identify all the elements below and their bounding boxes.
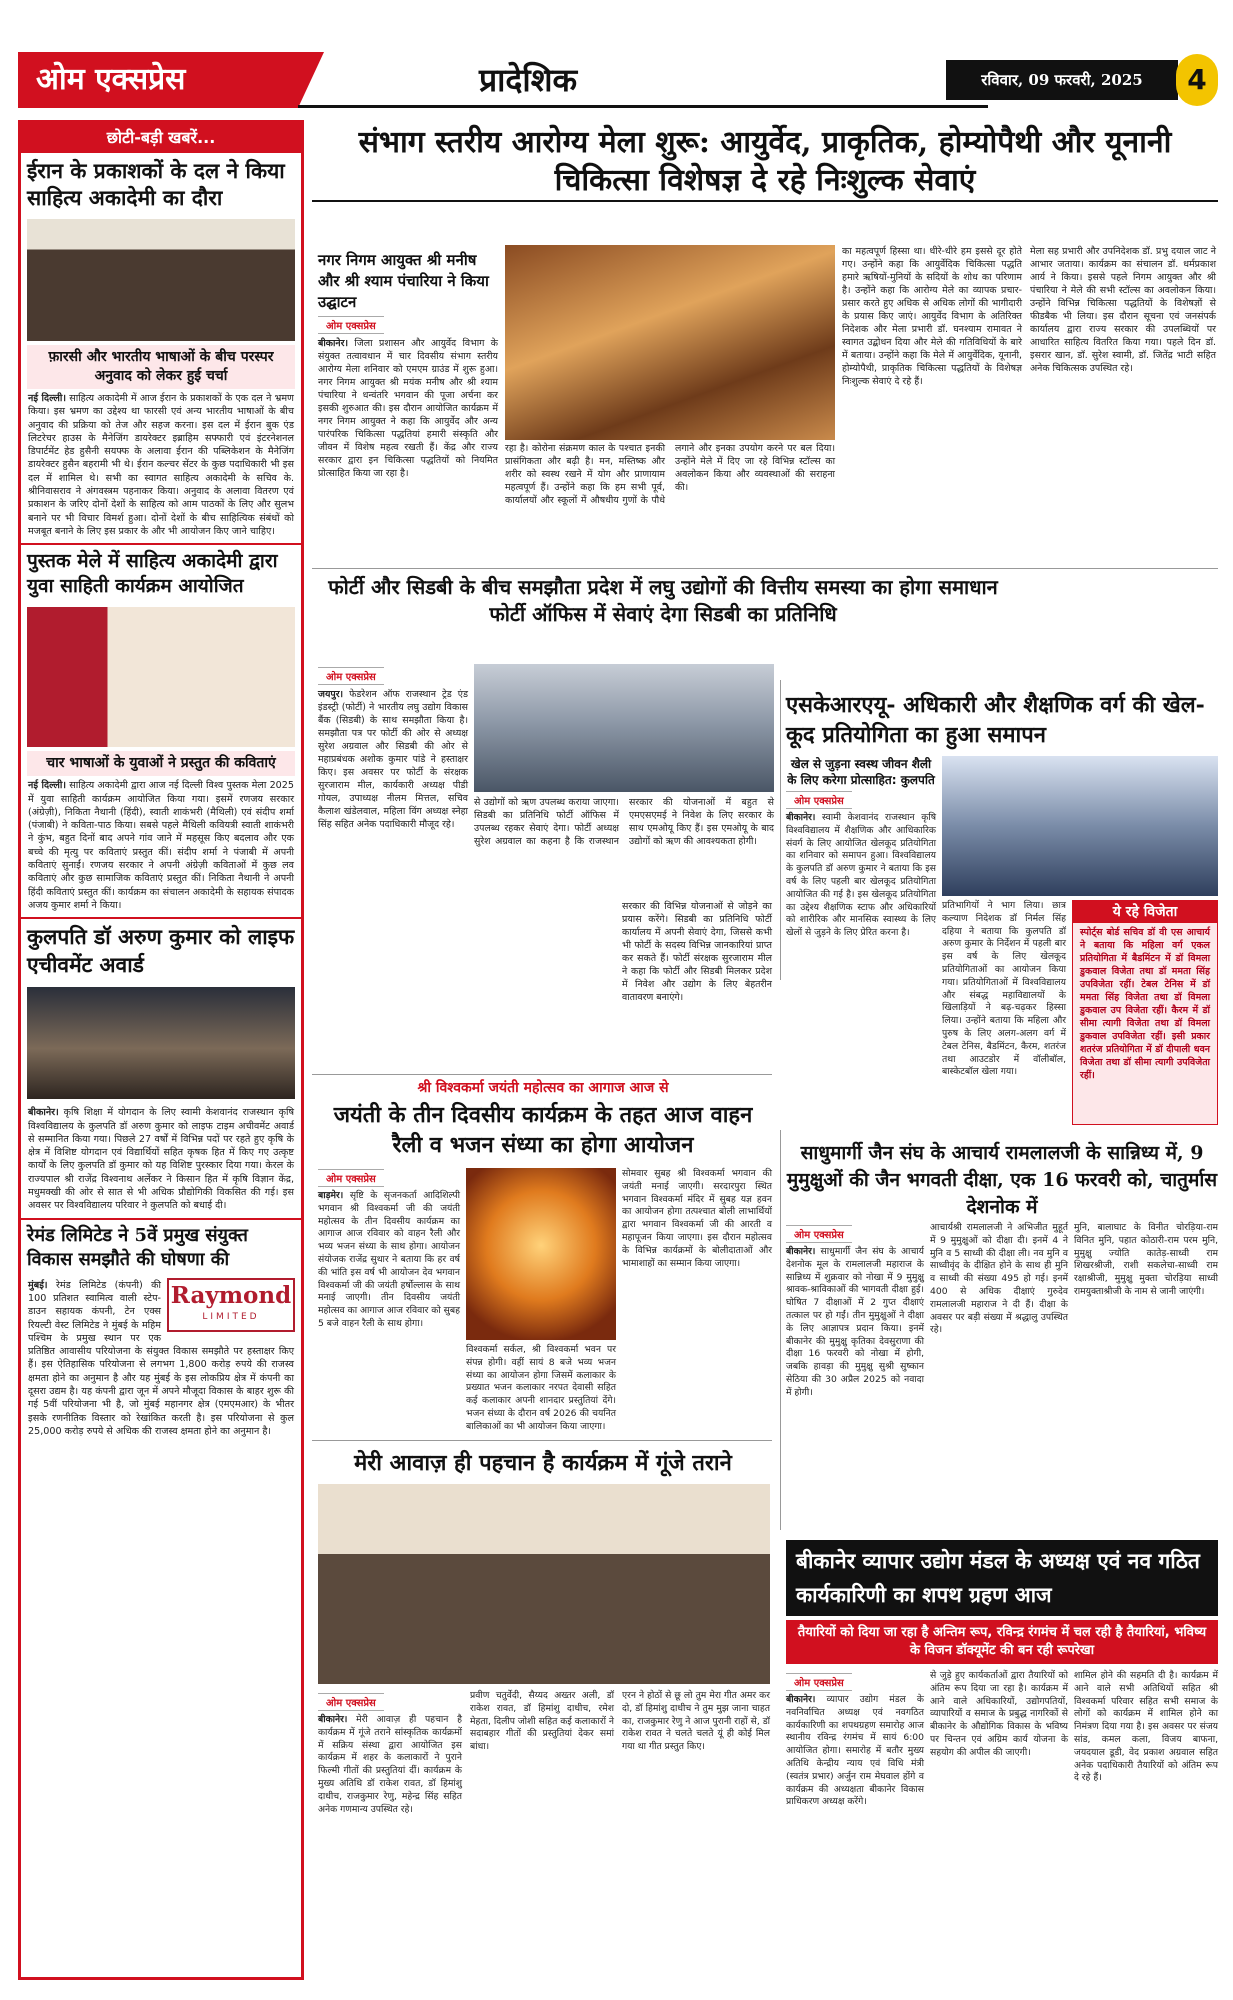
winners-box: [1072, 900, 1218, 1125]
story-body-continued: प्रवीण चतुर्वेदी, सैय्यद अख्तर अली, डॉ राकेश रावत, डॉ हिमांशु दाधीच, रमेश मेहता, दिलीप जोशी सहित कई कलाकारों ने सदाबहार गीतों की प्रस्तुतियां देकर समां बांधा।: [470, 1690, 614, 1753]
section-divider: [312, 1440, 772, 1441]
story-body-continued: मुनि, बालाघाट के विनीत चोरड़िया-राम विनित मुनि, पहात कोठारी-राम परम मुनि, मुमुक्षु ज्योति कातेड़-साध्वी राम शिखरश्रीजी, राशी सकलेचा-साध्वी राम रक्षाश्रीजी, मुमुक्षु मुक्ता चोरड़िया साध्वी रामयुक्ताश्रीजी के नाम से जानी जाएंगी।: [1074, 1222, 1218, 1297]
story-body: बीकानेर। जिला प्रशासन और आयुर्वेद विभाग के संयुक्त तत्वावधान में चार दिवसीय संभाग स्तरीय आरोग्य मेला शनिवार को एमएम ग्राउंड में शुरू हुआ। नगर निगम आयुक्त श्री मयंक मनीष और श्री श्याम पंचारिया ने धन्वंतरि भगवान की पूजा अर्चना कर इसकी शुरुआत की। इस दौरान आयोजित कार्यक्रम में नगर निगम आयुक्त ने कहा कि आयुर्वेद और अन्य पारंपरिक चिकित्सा पद्धतियां हमारी संस्कृति और जीवन में विशेष महत्व रखती हैं। केंद्र और राज्य सरकार द्वारा इन चिकित्सा पद्धतियों को नियमित प्रोत्साहित किया जा रहा है।: [318, 338, 498, 479]
skrau-headline: एसकेआरएयू- अधिकारी और शैक्षणिक वर्ग की खेल-कूद प्रतियोगिता का हुआ समापन: [786, 692, 1205, 748]
group-photo: [27, 219, 295, 341]
winners-text: स्पोर्ट्स बोर्ड सचिव डॉ वी एस आचार्य ने बताया कि महिला वर्ग एकल प्रतियोगिता में बैडमिंटन में डॉ विमला डुकवाल विजेता तथा डॉ ममता सिंह उपविजेता रहीं। टेबल टेनिस में डॉ ममता सिंह विजेता तथा डॉ विमला डुकवाल उप विजेता रहीं। कैरम में डॉ सीमा त्यागी विजेता तथा डॉ विमला डुकवाल उपविजेता रहीं। इसी प्रकार शतरंज प्रतियोगिता में डॉ दीपाली धवन विजेता तथा डॉ सीमा त्यागी उपविजेता रहीं।: [1080, 927, 1210, 1081]
story-text: कृषि शिक्षा में योगदान के लिए स्वामी केशवानंद राजस्थान कृषि विश्वविद्यालय के कुलपति डॉ अरुण कुमार को लाइफ टाइम अचीवमेंट अवार्ड से सम्मानित किया गया। पिछले 27 वर्षों में विभिन्न पदों पर रहते हुए कृषि के क्षेत्र में विशिष्ट योगदान एवं विद्यार्थियों सहित कृषक हित में किए गए उत्कृष्ट कार्यों के लिए कुलपति डॉ कुमार को यह विशिष्ट पुरस्कार दिया गया। केरल के राज्यपाल श्री राजेंद्र विश्वनाथ अर्लेकर ने किसान हित में कृषि विज्ञान केंद्र, मधुमक्खी की ओर से सात से भी अधिक प्रौद्योगिकी विकसित की गई। इस अवसर पर विश्वविद्यालय परिवार ने कुलपति को बधाई दी।: [28, 1107, 294, 1212]
brief-news-kicker: छोटी-बड़ी खबरें...: [21, 123, 301, 153]
vishwakarma-kicker: श्री विश्वकर्मा जयंती महोत्सव का आगाज आज से: [417, 1080, 669, 1096]
story-text: रेमंड लिमिटेड (कंपनी) की 100 प्रतिशत स्वामित्व वाली स्टेप-डाउन सहायक कंपनी, टेन एक्स रियल्टी वेस्ट लिमिटेड ने मुंबई के महिम पश्चिम के प्रमुख स्थान पर एक प्रतिष्ठित आवासीय परियोजना के संयुक्त विकास समझौते पर हस्ताक्षर किए हैं। इस ऐतिहासिक परियोजना से लगभग 1,800 करोड़ रुपये की राजस्व क्षमता होने का अनुमान है और यह मुंबई के इस लोकप्रिय क्षेत्र में कंपनी का दूसरा उद्यम है। यह कंपनी द्वारा जून में अपने मौजूदा विकास के बाहर शुरू की गई 5वीं परियोजना भी है, जो मुंबई महानगर क्षेत्र (एमएमआर) के भीतर इसके रणनीतिक विस्तार को रेखांकित करती है। इस परियोजना से कुल 25,000 करोड़ रुपये से अधिक की राजस्व क्षमता होने का अनुमान है।: [28, 1279, 294, 1437]
lead-rule: [312, 200, 1218, 202]
column-divider: [780, 680, 781, 980]
story-body-continued: से जुड़े हुए कार्यकर्ताओं द्वारा तैयारियों को अंतिम रूप दिया जा रहा है। कार्यक्रम में आने वाले अधिकारियों, उद्योगपतियों, व्यापारियों व समाज के प्रबुद्ध नागरिकों से बीकानेर के औद्योगिक विकास के भविष्य पर चिन्तन एवं अग्रिम कार्य योजना के सहयोग की अपील की जाएगी।: [930, 1670, 1068, 1758]
left-column: [18, 120, 304, 1980]
byline: ओम एक्सप्रेस: [786, 1673, 852, 1691]
sports-photo: [942, 756, 1218, 896]
lead-photo: [505, 245, 835, 440]
issue-date: रविवार, 09 फरवरी, 2025: [946, 60, 1178, 100]
story-headline: ईरान के प्रकाशकों के दल ने किया साहित्य अकादेमी का दौरा: [27, 158, 285, 210]
dateline: बीकानेर।: [786, 1246, 816, 1257]
byline: ओम एक्सप्रेस: [786, 791, 852, 809]
meri-headline: मेरी आवाज़ ही पहचान है कार्यक्रम में गूंजे तराने: [354, 1450, 732, 1476]
story-body-continued: शामिल होने की सहमति दी है। कार्यक्रम में आने वाले सभी अतिथियों सहित श्री विश्वकर्मा परिवार सहित सभी समाज के लोगों को कार्यक्रम में शामिल होने का निमंत्रण दिया गया है। इस अवसर पर संजय सांड, कमल कला, विजय बाफना, जयदयाल डूडी, वेद प्रकाश अग्रवाल सहित अनेक पदाधिकारी तैयारियों को अंतिम रूप दे रहे हैं।: [1074, 1670, 1218, 1784]
event-photo: [27, 607, 295, 747]
vishwakarma-intro: [318, 1166, 460, 1331]
section-divider: [312, 1074, 772, 1075]
column-divider: [780, 1130, 781, 1530]
story-lifetime-award: [21, 917, 301, 1215]
story-body: बाड़मेर। सृष्टि के सृजनकर्ता आदिशिल्पी भगवान श्री विश्वकर्मा जी की जयंती महोत्सव के तीन दिवसीय कार्यक्रम का आगाज आज रविवार को वाहन रैली और भव्य भजन संध्या के साथ होगा। आयोजन संयोजक राजेंद्र सुथार ने बताया कि हर वर्ष की भांति इस वर्ष भी आयोजन देव भगवान विश्वकर्मा जी की जयंती हर्षोल्लास के साथ मनाई जाएगी। तीन दिवसीय जयंती महोत्सव का आगाज आज रविवार को सुबह 5 बजे वाहन रैली के साथ होगा।: [318, 1190, 461, 1329]
jain-intro: [786, 1222, 924, 1400]
skrau-subhead: खेल से जुड़ना स्वस्थ जीवन शैली के लिए करेगा प्रोत्साहित: कुलपति: [787, 757, 935, 787]
story-raymond: [21, 1218, 301, 1442]
raymond-logo: Raymond LIMITED: [167, 1278, 295, 1332]
dateline: बीकानेर।: [786, 812, 816, 823]
story-body: [21, 1103, 301, 1215]
newspaper-logo: ओम एक्सप्रेस: [18, 52, 298, 108]
story-body-continued: एरन ने होठों से छू लो तुम मेरा गीत अमर कर दो, डॉ हिमांशु दाधीच ने तुम मुझ जाना चाहत का, राजकुमार रेणु ने आज पुरानी राहों से, डॉ राकेश रावत ने चलते चलते यूं ही कोई मिल गया था गीत प्रस्तुत किए।: [622, 1690, 770, 1753]
sidbi-photo: [474, 664, 774, 792]
vishwakarma-headline: जयंती के तीन दिवसीय कार्यक्रम के तहत आज वाहन रैली व भजन संध्या का होगा आयोजन: [333, 1102, 753, 1158]
story-body: बीकानेर। साधुमार्गी जैन संघ के आचार्य देशनोक मूल के रामलालजी महाराज के सान्निध्य में शुक्रवार को नोखा में 9 मुमुक्षु श्रावक-श्राविकाओं की भागवती दीक्षा हुई। घोषित 7 दीक्षाओं में 2 गुप्त दीक्षाएं तत्काल पर हो गईं। तीन मुमुक्षुओं ने दीक्षा के लिए आज्ञापत्र प्रदान किया। इनमें बीकानेर की मुमुक्षु कृतिका देवसुराणा की दीक्षा 16 फरवरी को नोखा में होगी, जबकि हावड़ा की मुमुक्षु सुश्री सुष्कान सेठिया की 30 अप्रैल 2025 को नवादा में होगी।: [786, 1246, 924, 1398]
dateline: बाड़मेर।: [318, 1190, 344, 1201]
deity-image: [466, 1168, 616, 1340]
story-body: जयपुर। फेडरेशन ऑफ राजस्थान ट्रेड एंड इंडस्ट्री (फोर्टी) ने भारतीय लघु उद्योग विकास बैंक (सिडबी) के साथ समझौता किया है। समझौता पत्र पर फोर्टी की ओर से अध्यक्ष सुरेश अग्रवाल और सिडबी की ओर से महाप्रबंधक अशोक कुमार पांडे ने हस्ताक्षर किए। इस अवसर पर फोर्टी के संरक्षक सुरजाराम मील, कार्यकारी अध्यक्ष पीडी गोयल, उपाध्यक्ष नीलम मित्तल, सचिव कैलाश खंडेलवाल, महिला विंग अध्यक्ष स्नेहा सिंह सहित अनेक पदाधिकारी मौजूद रहे।: [318, 689, 469, 830]
byline: ओम एक्सप्रेस: [318, 667, 384, 685]
dateline: नई दिल्ली।: [28, 780, 67, 792]
story-body-continued: विश्वकर्मा सर्कल, श्री विश्वकर्मा भवन पर संपन्न होगी। वहीं सायं 8 बजे भव्य भजन संध्या का आयोजन होगा जिसमें कलाकार के प्रख्यात भजन कलाकार नरपत देवासी सहित कई कलाकार अपनी शानदार प्रस्तुतियां देंगे। भजन संध्या के दौरान वर्ष 2026 की चयनित बालिकाओं का भी आयोजन किया जाएगा।: [466, 1344, 616, 1432]
story-caption: फ़ारसी और भारतीय भाषाओं के बीच परस्पर अनुवाद को लेकर हुई चर्चा: [27, 345, 295, 389]
byline: ओम एक्सप्रेस: [318, 1693, 384, 1711]
section-divider: [312, 568, 1218, 569]
masthead: [18, 52, 1218, 108]
story-caption: चार भाषाओं के युवाओं ने प्रस्तुत की कविताएं: [27, 751, 295, 776]
story-body-continued: का महत्वपूर्ण हिस्सा था। धीरे-धीरे हम इससे दूर होते गए। उन्होंने कहा कि आयुर्वेदिक चिकित्सा पद्धति हमारे ऋषियों-मुनियों के सदियों के शोध का परिणाम है। उन्होंने कहा कि आरोग्य मेले का व्यापक प्रचार-प्रसार करते हुए अधिक से अधिक लोगों की भागीदारी के प्रयास किए जाएं। आयुर्वेद विभाग के अतिरिक्त निदेशक और मेला प्रभारी डॉ. घनश्याम रामावत ने स्वागत उद्बोधन दिया और मेले की गतिविधियों के बारे में बताया। उन्होंने कहा कि मेले में आयुर्वेदिक, यूनानी, होम्योपैथी, प्राकृतिक चिकित्सा पद्धतियों के विशेषज्ञ निःशुल्क सेवाएं दे रहे हैं।: [842, 246, 1022, 387]
lead-subhead: नगर निगम आयुक्त श्री मनीष और श्री श्याम पंचारिया ने किया उद्घाटन: [318, 251, 489, 311]
event-photo: [318, 1484, 770, 1684]
dateline: नई दिल्ली।: [28, 393, 67, 404]
story-body-continued: से उद्योगों को ऋण उपलब्ध कराया जाएगा। सिडबी का प्रतिनिधि फोर्टी ऑफिस में उपलब्ध रहकर सेवाएं देगा। फोर्टी अध्यक्ष सुरेश अग्रवाल का कहना है कि राजस्थान सरकार की योजनाओं में बहुत से एमएसएमई ने निवेश के लिए सरकार के साथ एमओयू किए हैं। इस एमओयू के बाद उद्योगों को ऋण की आवश्यकता होगी।: [474, 797, 774, 847]
page-number: 4: [1176, 54, 1218, 106]
vyapar-headline: बीकानेर व्यापार उद्योग मंडल के अध्यक्ष एवं नव गठित कार्यकारिणी का शपथ ग्रहण आज: [786, 1540, 1218, 1616]
sidbi-intro: [318, 664, 468, 831]
story-body: बीकानेर। स्वामी केशवानंद राजस्थान कृषि विश्वविद्यालय में शैक्षणिक और आधिकारिक संवर्ग के लिए आयोजित खेलकूद प्रतियोगिता का शनिवार को समापन हुआ। विश्वविद्यालय के कुलपति डॉ अरुण कुमार ने बताया कि इस वर्ष के लिए पहली बार खेलकूद प्रतियोगिता आयोजित की गई है। इस खेलकूद प्रतियोगिता का उद्देश्य शैक्षणिक स्टाफ और अधिकारियों को शारीरिक और मानसिक स्वास्थ्य के लिए खेलों से जुड़ने के लिए प्रेरित करना है।: [786, 812, 937, 939]
dateline: बीकानेर।: [28, 1107, 59, 1119]
story-body: [21, 776, 301, 915]
vyapar-subhead: तैयारियों को दिया जा रहा है अन्तिम रूप, रविन्द्र रंगमंच में चल रही है तैयारियां, भविष्य के विजन डॉक्यूमेंट की बन रही रूपरेखा: [786, 1620, 1218, 1664]
sidbi-headline: फोर्टी और सिडबी के बीच समझौता प्रदेश में लघु उद्योगों की वित्तीय समस्या का होगा समाधान फोर्टी ऑफिस में सेवाएं देगा सिडबी का प्रतिनिधि: [328, 575, 998, 626]
dateline: जयपुर।: [318, 689, 344, 700]
story-body-continued: प्रतिभागियों ने भाग लिया। छात्र कल्याण निदेशक डॉ निर्मल सिंह दहिया ने बताया कि कुलपति डॉ अरुण कुमार के निर्देशन में पहली बार इस वर्ष के लिए खेलकूद प्रतियोगिताओं का आयोजन किया गया। प्रतियोगिताओं में विश्वविद्यालय और संबद्ध महाविद्यालयों के खिलाड़ियों ने बढ़-चढ़कर हिस्सा लिया। उन्होंने बताया कि महिला और पुरुष के लिए अलग-अलग वर्ग में टेबल टेनिस, बैडमिंटन, कैरम, शतरंज तथा आउटडोर में वॉलीबॉल, बास्केटबॉल खेला गया।: [942, 900, 1066, 1078]
vyapar-intro: [786, 1670, 924, 1809]
story-body: [21, 389, 301, 541]
story-headline: रेमंड लिमिटेड ने 5वें प्रमुख संयुक्त विकास समझौते की घोषणा की: [27, 1224, 248, 1270]
story-iran-publishers: [21, 153, 301, 541]
story-body-continued: सोमवार सुबह श्री विश्वकर्मा भगवान की जयंती मनाई जाएगी। सरदारपुरा स्थित भगवान विश्वकर्मा मंदिर में सुबह यज्ञ हवन का आयोजन होगा तत्पश्चात बोली लाभार्थियों द्वारा भगवान विश्वकर्मा जी की आरती व महापूजन किया जाएगा। इस दौरान महोत्सव के विभिन्न कार्यक्रमों के बोलीदाताओं और भामाशाहों का सम्मान किया जाएगा।: [622, 1168, 772, 1269]
byline: ओम एक्सप्रेस: [318, 316, 384, 334]
story-body-continued: मेला सह प्रभारी और उपनिदेशक डॉ. प्रभु दयाल जाट ने आभार जताया। कार्यक्रम का संचालन डॉ. धर्मप्रकाश आर्य ने किया। इससे पहले निगम आयुक्त और श्री पंचारिया ने मेले की सभी स्टॉल्स का अवलोकन किया। उन्होंने विभिन्न चिकित्सा पद्धतियों के विशेषज्ञों से फीडबैक भी लिया। इस दौरान सूचना एवं जनसंपर्क कार्यालय द्वारा राज्य सरकार की उपलब्धियों पर आधारित साहित्य वितरित किया गया। पहले दिन डॉ. इसरार खान, डॉ. सुरेश स्वामी, डॉ. जितेंद्र भाटी सहित अनेक चिकित्सक उपस्थित रहे।: [1030, 246, 1216, 374]
story-body-continued: रहा है। कोरोना संक्रमण काल के पश्चात इनकी प्रासंगिकता और बढ़ी है। मन, मस्तिष्क और शरीर को स्वस्थ रखने में योग और प्राणायाम महत्वपूर्ण हैं। उन्होंने कहा कि हम सभी पूर्व, कार्यालयों और स्कूलों में औषधीय गुणों के पौधे लगाने और इनका उपयोग करने पर बल दिया। उन्होंने मेले में दिए जा रहे विभिन्न स्टॉल्स का अवलोकन किया और व्यवस्थाओं की सराहना की।: [505, 443, 835, 506]
byline: ओम एक्सप्रेस: [786, 1225, 852, 1243]
dateline: मुंबई।: [28, 1279, 48, 1291]
story-body-continued: आचार्यश्री रामलालजी ने अभिजीत मुहूर्त में 9 मुमुक्षुओं को दीक्षा दी। इनमें 4 ने मुनि व 5 साध्वी की दीक्षा ली। नव मुनि व साध्वीवृंद के दीक्षित होने के साथ ही मुनि व साध्वी की संख्या 495 हो गई। इनमें 400 से अधिक दीक्षाएं गुरुदेव रामलालजी महाराज ने दी हैं। दीक्षा के अवसर पर बड़ी संख्या में श्रद्धालु उपस्थित रहे।: [930, 1222, 1068, 1336]
story-body: बीकानेर। व्यापार उद्योग मंडल के नवनिर्वाचित अध्यक्ष एवं नवगठित कार्यकारिणी का शपथग्रहण समारोह आज स्थानीय रविन्द्र रंगमंच में सायं 6:00 आयोजित होगा। समारोह में बतौर मुख्य अतिथि केन्द्रीय न्याय एवं विधि मंत्री (स्वतंत्र प्रभार) अर्जुन राम मेघवाल होंगे व कार्यक्रम की अध्यक्षता बीकानेर विकास प्राधिकरण अध्यक्ष करेंगे।: [786, 1694, 924, 1808]
story-text: साहित्य अकादेमी में आज ईरान के प्रकाशकों के एक दल ने भ्रमण किया। इस भ्रमण का उद्देश्य था फारसी एवं अन्य भारतीय भाषाओं के बीच अनुवाद की प्रक्रिया को तेज और सहज करना। इस दल में ईरान बुक एंड लिटरेचर हाउस के मैनेजिंग डायरेक्टर इब्राहिम सफ्फारी एवं इंटरनेशनल डिपार्टमेंट हेड हुसैनी सयफ्फ के अलावा ईरान की पब्लिकेशन के मैनेजिंग डायरेक्टर हुसैन बहरामी भी थे। ईरान कल्चर सेंटर के कुछ पदाधिकारी भी इस दल में शामिल थे। सभी का स्वागत साहित्य अकादेमी के सचिव के. श्रीनिवासराव ने अंगवस्त्रम पहनाकर किया। अनुवाद के अलावा वितरण एवं प्रकाशन के जरिए दोनों देशों के साहित्य को आम पाठकों के लिए और सुलभ बनाने पर भी विचार विमर्श हुआ। दोनों देशों के बीच साहित्यिक संबंधों को मजबूत बनाने के लिए इस प्रकार के और भी आयोजन किए जाने चाहिए।: [28, 393, 294, 537]
story-headline: कुलपति डॉ अरुण कुमार को लाइफ एचीवमेंट अवार्ड: [27, 924, 295, 978]
story-body-continued: सरकार की विभिन्न योजनाओं से जोड़ने का प्रयास करेंगे। सिडबी का प्रतिनिधि फोर्टी कार्यालय में अपनी सेवाएं देगा, जिससे कभी भी फोर्टी के सदस्य विभिन्न जानकारियां प्राप्त कर सकते हैं। फोर्टी संरक्षक सुरजाराम मील ने कहा कि फोर्टी और सिडबी मिलकर प्रदेश में निवेश और उद्योग के लिए बेहतरीन वातावरण बनाएंगे।: [622, 901, 772, 1003]
story-body: बीकानेर। मेरी आवाज़ ही पहचान है कार्यक्रम में गूंजे तराने सांस्कृतिक कार्यक्रमों में सक्रिय संस्था द्वारा आयोजित इस कार्यक्रम में शहर के कलाकारों ने पुराने फिल्मी गीतों की प्रस्तुतियां दीं। कार्यक्रम के मुख्य अतिथि डॉ राकेश रावत, डॉ हिमांशु दाधीच, राजकुमार रेणु, महेन्द्र सिंह सहित अनेक गणमान्य उपस्थित रहे।: [318, 1714, 462, 1815]
byline: ओम एक्सप्रेस: [318, 1169, 384, 1187]
dateline: बीकानेर।: [318, 338, 349, 349]
masthead-rule: [298, 105, 988, 108]
skrau-intro: [786, 756, 936, 940]
dateline: बीकानेर।: [786, 1694, 816, 1705]
lead-intro: [318, 250, 498, 480]
jain-headline: साधुमार्गी जैन संघ के आचार्य रामलालजी के सान्निध्य में, 9 मुमुक्षुओं की जैन भगवती दीक्षा, एक 16 फरवरी को, चातुर्मास देशनोक में: [786, 1142, 1218, 1218]
story-text: साहित्य अकादेमी द्वारा आज नई दिल्ली विश्व पुस्तक मेला 2025 में युवा साहिती कार्यक्रम आयोजित किया गया। इसमें रणजय सरकार (अंग्रेज़ी), निकिता नैथानी (हिंदी), स्वाती शाकंभरी (मैथिली) एवं संदीप शर्मा (पंजाबी) ने कविता-पाठ किया। सबसे पहले मैथिली कवियत्री स्वाती शाकंभरी ने कुंभ, बहुत दिनों बाद अपने गांव जाने में महसूस किए बदलाव और एक बच्चे की मृत्यु पर कविताएं प्रस्तुत कीं। संदीप शर्मा ने पंजाबी में अपनी कविताएं सुनाईं। रणजय सरकार ने अपनी अंग्रेज़ी कविताओं में कुछ लव कविताएं और कुछ सामाजिक कविताएं प्रस्तुत कीं। निकिता नैथानी ने अपनी हिंदी कविताएं प्रस्तुत कीं। कार्यक्रम का संचालन अकादेमी के सहायक संपादक अजय कुमार शर्मा ने किया।: [28, 780, 294, 911]
lead-headline: संभाग स्तरीय आरोग्य मेला शुरू: आयुर्वेद, प्राकृतिक, होम्योपैथी और यूनानी चिकित्सा विशेषज्ञ दे रहे निःशुल्क सेवाएं: [358, 125, 1172, 198]
winners-title: ये रहे विजेता: [1073, 901, 1217, 923]
story-headline: पुस्तक मेले में साहित्य अकादेमी द्वारा युवा साहिती कार्यक्रम आयोजित: [27, 550, 278, 598]
meri-intro: [318, 1690, 462, 1816]
story-book-fair: [21, 543, 301, 915]
section-title: प्रादेशिक: [478, 61, 578, 99]
dateline: बीकानेर।: [318, 1714, 348, 1725]
award-photo: [27, 987, 295, 1099]
